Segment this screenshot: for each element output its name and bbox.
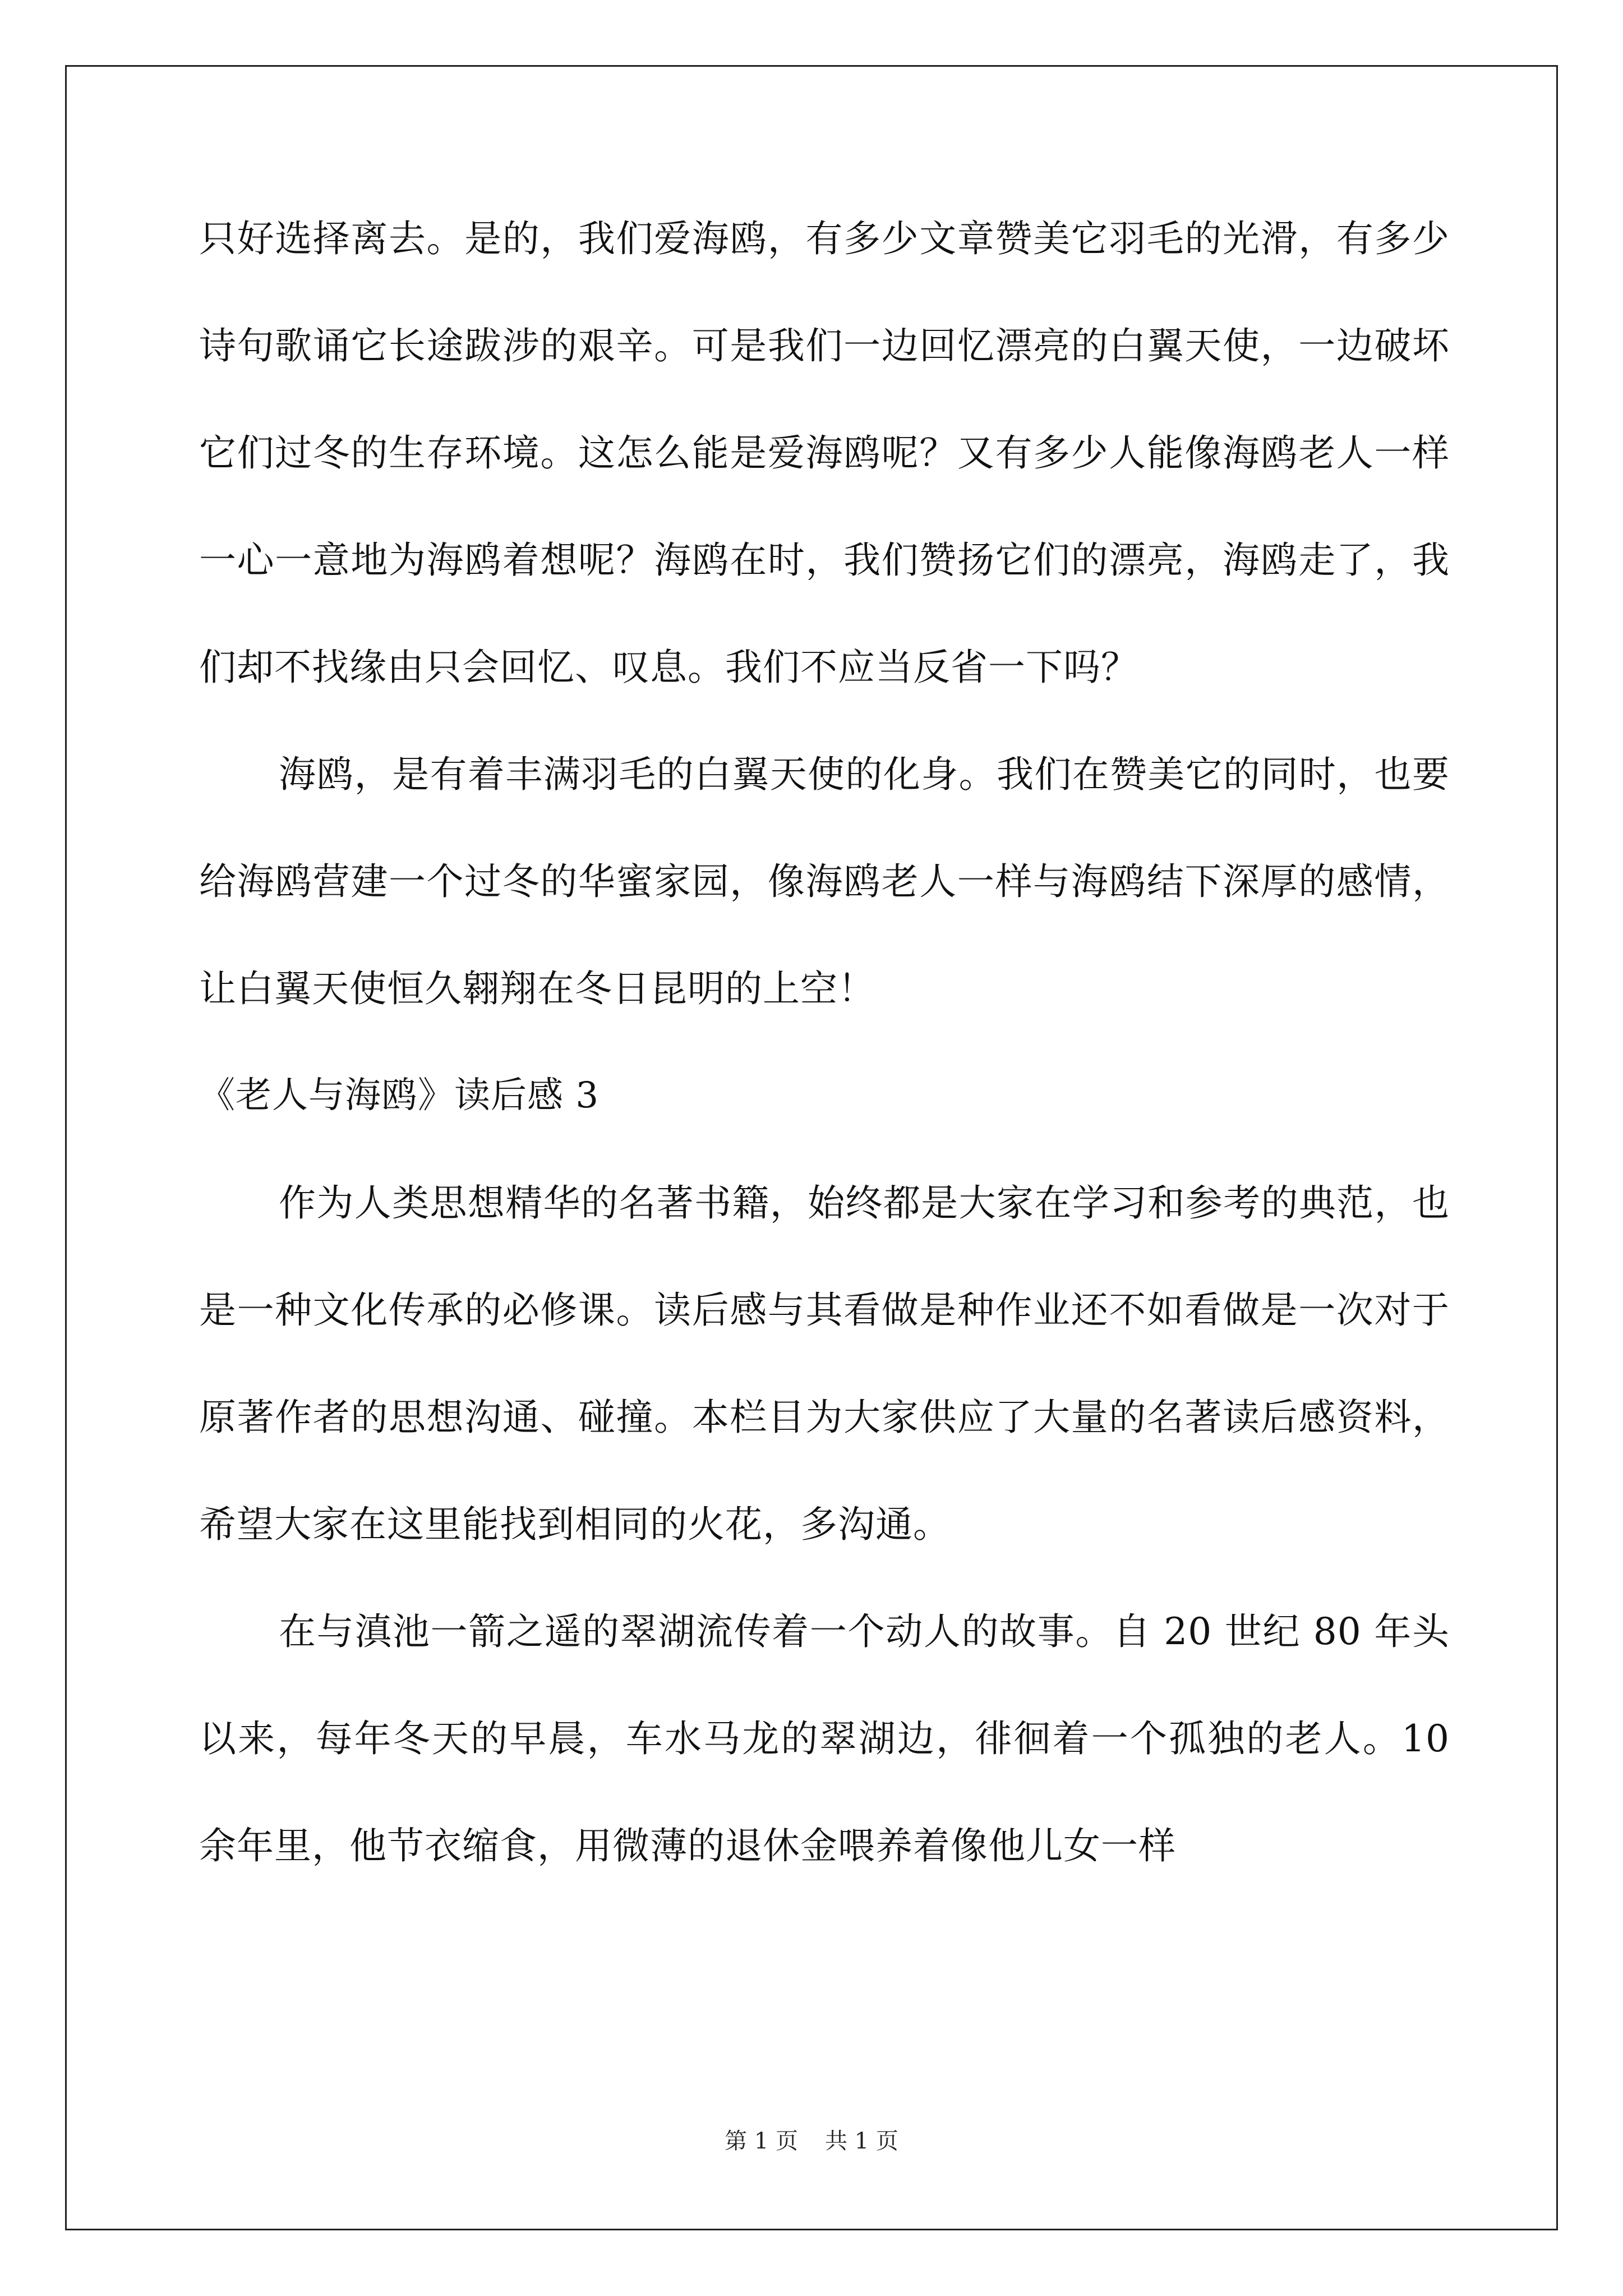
page-total: 共 1 页 [825, 2128, 898, 2154]
page-footer [0, 2123, 1623, 2155]
paragraph: 作为人类思想精华的名著书籍，始终都是大家在学习和参考的典范，也是一种文化传承的必修课。读后感与其看做是种作业还不如看做是一次对于原著作者的思想沟通、碰撞。本栏目为大家供应了大量的名著读后感资料，希望大家在这里能找到相同的火花，多沟通。 [199, 1181, 1450, 1546]
section-heading: 《老人与海鸥》读后感 3 [199, 1075, 600, 1116]
paragraph: 海鸥，是有着丰满羽毛的白翼天使的化身。我们在赞美它的同时，也要给海鸥营建一个过冬的华蜜家园，像海鸥老人一样与海鸥结下深厚的感情，让白翼天使恒久翱翔在冬日昆明的上空！ [199, 753, 1450, 1010]
paragraph: 在与滇池一箭之遥的翠湖流传着一个动人的故事。自 20 世纪 80 年头以来，每年冬天的早晨，车水马龙的翠湖边，徘徊着一个孤独的老人。10 余年里，他节衣缩食，用微薄的退休金喂养着像他儿女一样 [199, 1610, 1450, 1867]
paragraph: 只好选择离去。是的，我们爱海鸥，有多少文章赞美它羽毛的光滑，有多少诗句歌诵它长途跋涉的艰辛。可是我们一边回忆漂亮的白翼天使，一边破坏它们过冬的生存环境。这怎么能是爱海鸥呢？又有多少人能像海鸥老人一样一心一意地为海鸥着想呢？海鸥在时，我们赞扬它们的漂亮，海鸥走了，我们却不找缘由只会回忆、叹息。我们不应当反省一下吗？ [199, 217, 1450, 689]
document-body [199, 185, 1450, 1899]
page-number: 第 1 页 [725, 2128, 798, 2154]
